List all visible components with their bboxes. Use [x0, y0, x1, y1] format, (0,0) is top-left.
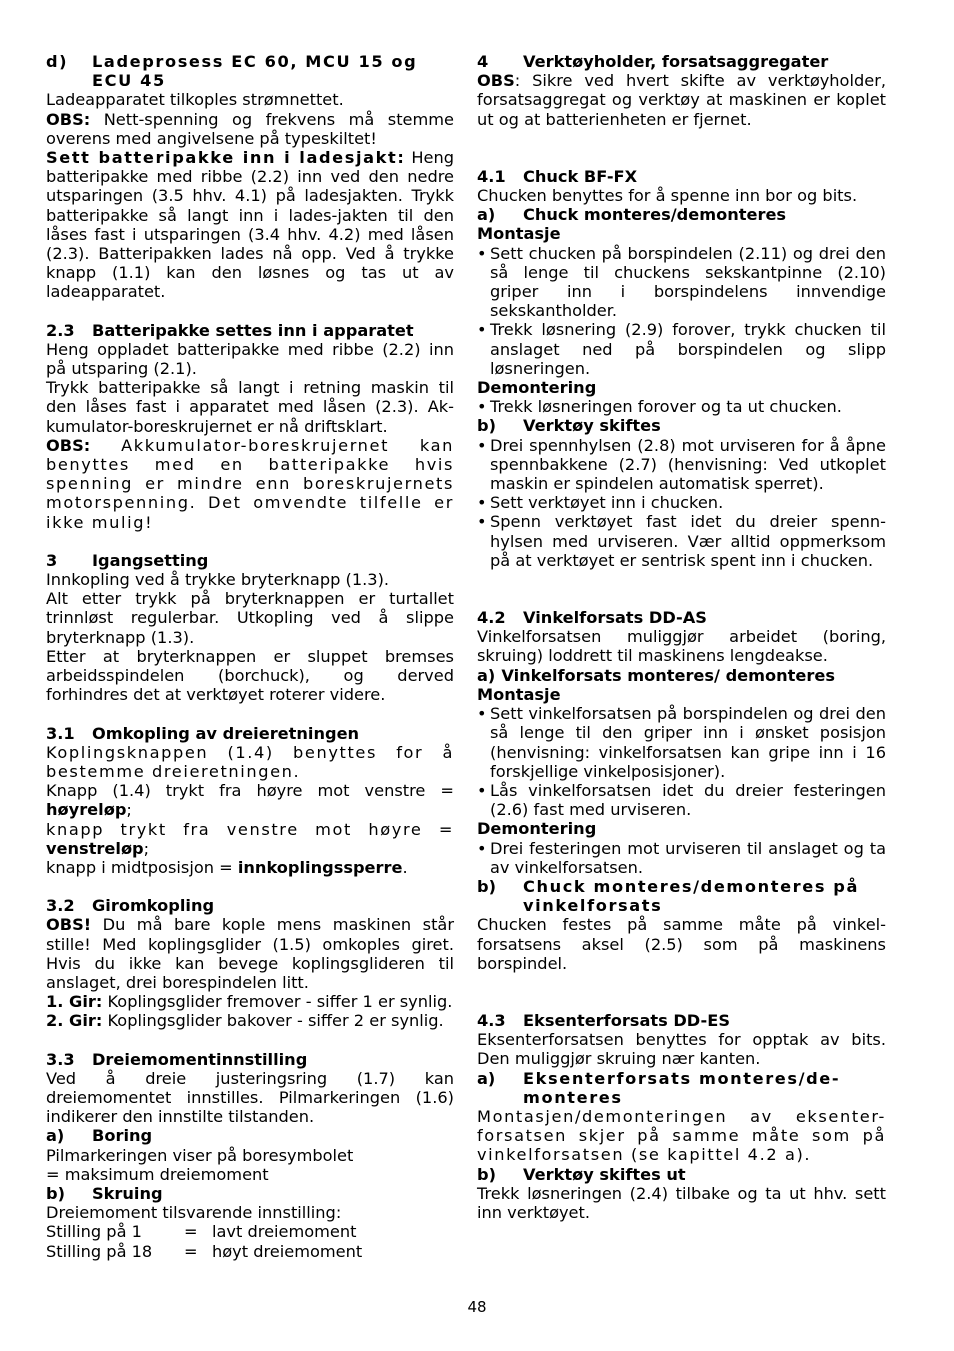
text: knapp trykt fra venstre mot høyre = [46, 819, 454, 839]
text: Sett chucken på borspindelen (2.11) og drei den så lenge til chuckens sekskantpinne (2.10) griper inn i borspindelens innvendige sekskantholder. [490, 243, 886, 321]
obs-paragraph [46, 110, 454, 148]
heading-title: Vinkelforsats DD-AS [523, 608, 707, 628]
heading-number: 4.2 [477, 608, 506, 628]
left-column [46, 52, 454, 1261]
heading-title: Verktøyholder, forsatsaggregater [523, 52, 829, 71]
list-item [477, 512, 886, 570]
text: Lås vinkelforsatsen idet du dreier festeringen (2.6) fast med urviseren. [490, 780, 886, 820]
paragraph: Trekk løsneringen (2.4) tilbake og ta ut hhv. sett inn verktøyet. [477, 1183, 886, 1222]
list-item [477, 781, 886, 819]
heading-number: 4 [477, 52, 489, 71]
insert-label: Sett batteripakke inn i ladesjakt: [46, 148, 406, 168]
heading-number: 2.3 [46, 320, 75, 340]
emphasis: innkoplingssperre [237, 857, 403, 877]
heading-number: 3.2 [46, 896, 75, 916]
paragraph: Eksenterforsatsen benyttes for opptak av bits. Den muliggjør skruing nær kanten. [477, 1030, 886, 1069]
list-item [477, 397, 886, 416]
heading-title: Ladeprosess EC 60, MCU 15 og ECU 45 [92, 52, 418, 91]
heading-title: Chuck monteres/demonteres [523, 205, 787, 225]
text: Stilling på 1 [46, 1222, 142, 1242]
text: ; [143, 838, 150, 858]
heading-title: Verktøy skiftes [523, 416, 661, 436]
text: Koplingsglider fremover - siffer 1 er synlig. [102, 992, 453, 1012]
paragraph: Montasjen/demonteringen av eksenter-forsatsen skjer på samme måte som på vinkelforsatsen (se kapittel 4.2 a). [477, 1106, 886, 1165]
subheading-a [477, 1069, 886, 1107]
text: lavt dreiemoment [212, 1222, 357, 1242]
emphasis: venstreløp [46, 838, 144, 858]
list-item [477, 436, 886, 494]
setting-row [46, 1222, 454, 1241]
obs-text: : Sikre ved hvert skifte av verktøyholder, forsatsaggregat og verktøy at maskinen er koplet ut og at batterienheten er fjernet. [477, 71, 886, 129]
obs-paragraph [46, 915, 454, 992]
paragraph: Heng oppladet batteripakke med ribbe (2.2) inn på utsparing (2.1). [46, 339, 454, 379]
label-demontering [477, 819, 886, 838]
text: = [184, 1241, 198, 1261]
text: Montasje [477, 684, 561, 704]
heading-4-2 [477, 608, 886, 627]
bullet-icon: • [477, 243, 487, 263]
paragraph: Trykk batteripakke så langt i retning maskin til den låses fast i apparatet med låsen (2.3). Ak-kumulator-boreskrujernet er nå driftsklart. [46, 378, 454, 436]
paragraph [46, 858, 454, 877]
paragraph: Ved å dreie justeringsring (1.7) kan dreiemomentet innstilles. Pilmarkeringen (1.6) indikerer den innstilte tilstanden. [46, 1068, 454, 1127]
text: Trekk løsneringen forover og ta ut chucken. [490, 397, 842, 417]
emphasis: høyreløp [46, 800, 127, 820]
subheading-a [46, 1126, 454, 1145]
heading-title: Boring [92, 1126, 153, 1146]
label-demontering [477, 378, 886, 397]
bullet-icon: • [477, 320, 487, 340]
text: Sett verktøyet inn i chucken. [490, 493, 724, 513]
text: Demontering [477, 819, 597, 839]
text: Drei festeringen mot urviseren til anslaget og ta av vinkelforsatsen. [490, 838, 886, 877]
text: Drei spennhylsen (2.8) mot urviseren for å åpne spennbakkene (2.7) (henvisning: Ved utkoplet maskin er spindelen automatisk sperret). [490, 435, 886, 494]
gear-label: 2. Gir: [46, 1011, 103, 1031]
paragraph: Chucken festes på samme måte på vinkel-forsatsens aksel (2.5) som på maskinens borspindel. [477, 915, 886, 973]
text: Stilling på 18 [46, 1241, 153, 1261]
heading-4-1 [477, 167, 886, 186]
paragraph: Ladeapparatet tilkoples strømnettet. [46, 90, 344, 110]
obs-label: OBS! [46, 915, 92, 935]
subheading-a [477, 666, 886, 685]
heading-number: b) [477, 876, 496, 896]
paragraph: Innkopling ved å trykke bryterknapp (1.3). [46, 570, 390, 590]
heading-4 [477, 52, 886, 71]
obs-paragraph [477, 71, 886, 129]
heading-title: Omkopling av dreieretningen [92, 723, 360, 743]
text: Knapp (1.4) trykt fra høyre mot venstre = [46, 781, 454, 801]
heading-2-3 [46, 321, 454, 340]
paragraph: Vinkelforsatsen muliggjør arbeidet (boring, skruing) loddrett til maskinens lengdeakse. [477, 627, 886, 666]
obs-label: OBS: [46, 435, 91, 455]
bullet-icon: • [477, 838, 487, 858]
heading-3-1 [46, 724, 454, 743]
paragraph: Etter at bryterknappen er sluppet bremses arbeidsspindelen (borchuck), og derved forhindres det at verktøyet roterer videre. [46, 646, 454, 705]
setting-row [46, 1242, 454, 1261]
text: ; [126, 800, 132, 820]
bullet-icon: • [477, 493, 487, 513]
heading-title: Chuck BF-FX [523, 166, 638, 186]
paragraph [46, 820, 454, 858]
paragraph: Dreiemoment tilsvarende innstilling: [46, 1203, 342, 1223]
heading-title: Giromkopling [92, 896, 215, 916]
heading-number: 3 [46, 550, 58, 570]
list-item [477, 320, 886, 378]
paragraph: = maksimum dreiemoment [46, 1164, 269, 1184]
heading-3 [46, 551, 454, 570]
heading-number: b) [46, 1183, 65, 1203]
heading-d [46, 52, 454, 90]
right-column [477, 52, 886, 1222]
obs-paragraph [46, 436, 454, 532]
paragraph: Alt etter trykk på bryterknappen er turtallet trinnløst regulerbar. Utkopling ved å slippe bryterknapp (1.3). [46, 589, 454, 647]
subheading-a [477, 205, 886, 224]
heading-number: b) [477, 1164, 496, 1184]
text: = [184, 1222, 198, 1242]
list-item [477, 493, 886, 512]
heading-title: Verktøy skiftes ut [523, 1164, 686, 1184]
text: knapp i midtposisjon = [46, 857, 238, 877]
obs-label: OBS: [46, 109, 91, 129]
obs-text: Nett-spenning og frekvens må stemme overens med angivelsene på typeskiltet! [46, 109, 454, 148]
heading-title: Igangsetting [92, 550, 209, 570]
heading-title: Eksenterforsats DD-ES [523, 1010, 730, 1030]
label-montasje [477, 685, 886, 704]
paragraph [46, 1011, 454, 1030]
subheading-b [46, 1184, 454, 1203]
subheading-b [477, 1165, 886, 1184]
paragraph: Chucken benyttes for å spenne inn bor og bits. [477, 186, 858, 206]
heading-3-2 [46, 896, 454, 915]
heading-title: Eksenterforsats monteres/de-monteres [523, 1068, 841, 1107]
page-number: 48 [467, 1298, 487, 1316]
heading-title: Batteripakke settes inn i apparatet [92, 320, 414, 340]
text: Koplingsglider bakover - siffer 2 er synlig. [102, 1011, 444, 1031]
text: Trekk løsnering (2.9) forover, trykk chucken til anslaget ned på borspindelen og slipp løsneringen. [490, 320, 886, 378]
heading-number: a) [477, 1068, 496, 1088]
paragraph [46, 992, 454, 1011]
list-item [477, 244, 886, 321]
obs-label: OBS [477, 71, 515, 91]
bullet-icon: • [477, 780, 487, 800]
heading-title: Vinkelforsats monteres/ demonteres [501, 665, 835, 685]
list-item [477, 704, 886, 781]
bullet-icon: • [477, 397, 487, 417]
paragraph [46, 781, 454, 819]
heading-title: Chuck monteres/demonteres på vinkelforsats [523, 876, 860, 916]
heading-number: 3.1 [46, 723, 75, 743]
obs-text: Akkumulator-boreskrujernet kan benyttes med en batteripakke hvis spenning er mindre enn boreskrujernets motorspenning. Det omvendte tilfelle er ikke mulig! [46, 435, 454, 532]
text: Demontering [477, 378, 597, 398]
heading-number: b) [477, 416, 496, 436]
label-montasje [477, 224, 886, 243]
heading-number: 4.3 [477, 1010, 506, 1030]
heading-number: 3.3 [46, 1049, 75, 1069]
obs-text: Du må bare kople mens maskinen står stille! Med koplingsglider (1.5) omkoples giret. Hvis du ikke kan bevege koplingsglideren til anslaget, drei borespindelen litt. [46, 915, 454, 992]
text: Spenn verktøyet fast idet du dreier spenn-hylsen med urviseren. Vær alltid oppmerksom på at verktøyet er sentrisk spent inn i chucken. [490, 512, 886, 570]
subheading-b [477, 877, 886, 915]
heading-title: Skruing [92, 1183, 163, 1203]
text: Sett vinkelforsatsen på borspindelen og drei den så lenge til den griper inn i ønsket posisjon (henvisning: vinkelforsatsen kan gripe inn i 16 forskjellige vinkelposisjoner). [490, 704, 886, 781]
heading-number: 4.1 [477, 166, 506, 186]
bullet-icon: • [477, 704, 487, 724]
insert-paragraph [46, 148, 454, 302]
paragraph: Koplingsknappen (1.4) benyttes for å bestemme dreieretningen. [46, 742, 454, 781]
heading-number: a) [477, 205, 496, 225]
heading-number: a) [477, 665, 496, 685]
heading-title: Dreiemomentinnstilling [92, 1049, 308, 1069]
heading-number: a) [46, 1126, 65, 1146]
list-item [477, 839, 886, 877]
heading-number: d) [46, 52, 69, 71]
text: . [402, 857, 408, 877]
insert-text: Heng batteripakke med ribbe (2.2) inn ved den nedre utsparingen (3.5 hhv. 4.1) på ladesjakten. Trykk batteripakke så langt inn i lades-jakten til den låses fast i utsparingen (3.4 hhv. 4.2) med låsen (2.3). Batteripakken lades nå opp. Ved å trykke knapp (1.1) kan den løsnes og tas ut av ladeapparatet. [46, 148, 455, 302]
bullet-icon: • [477, 435, 487, 455]
bullet-icon: • [477, 512, 487, 532]
paragraph: Pilmarkeringen viser på boresymbolet [46, 1145, 354, 1165]
text: høyt dreiemoment [212, 1241, 363, 1261]
gear-label: 1. Gir: [46, 992, 103, 1012]
text: Montasje [477, 224, 561, 244]
heading-3-3 [46, 1050, 454, 1069]
subheading-b [477, 416, 886, 435]
heading-4-3 [477, 1011, 886, 1030]
